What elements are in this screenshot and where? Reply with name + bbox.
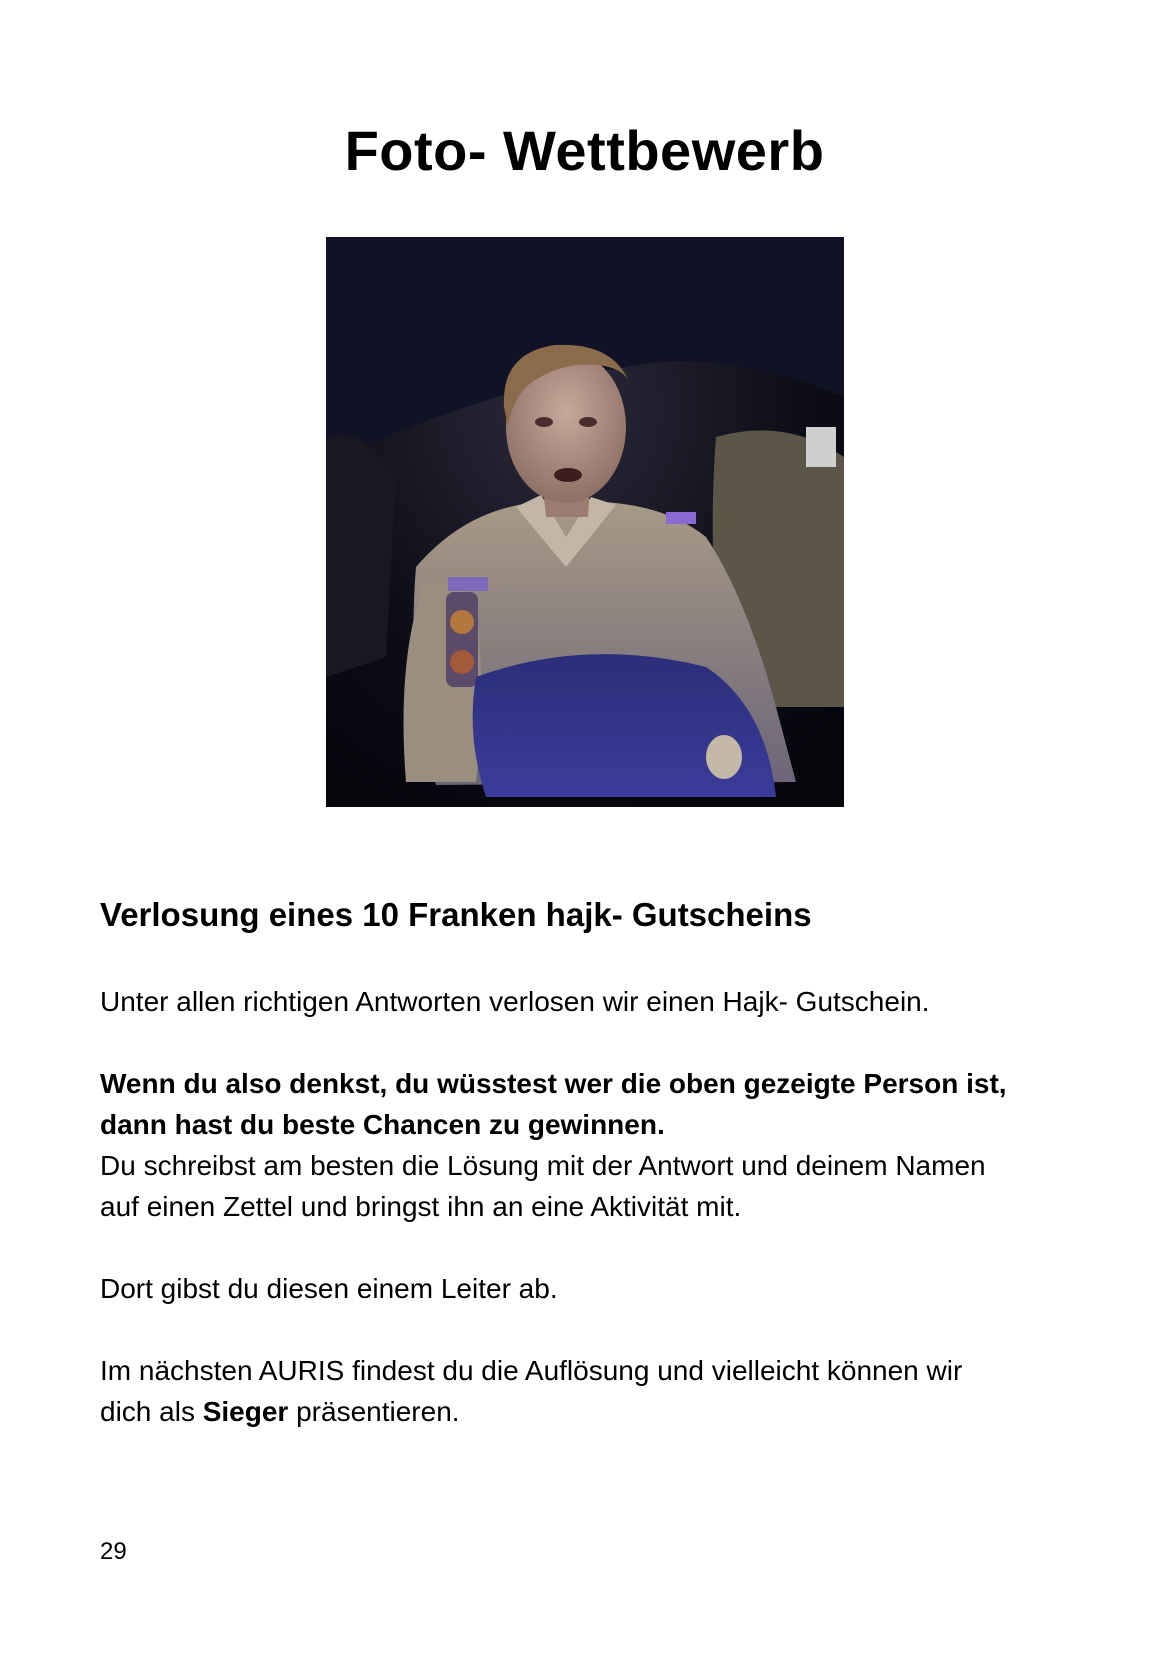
intro-text: Unter allen richtigen Antworten verlosen wir einen Hajk- Gutschein. xyxy=(100,986,930,1017)
intro-paragraph xyxy=(100,981,1100,1022)
instruction-line-1: Du schreibst am besten die Lösung mit der Antwort und deinem Namen xyxy=(100,1150,986,1181)
scout-photo xyxy=(326,237,844,807)
results-line-1: Im nächsten AURIS findest du die Auflösung und vielleicht können wir xyxy=(100,1355,963,1386)
results-paragraph xyxy=(100,1350,1100,1432)
leader-text: Dort gibst du diesen einem Leiter ab. xyxy=(100,1273,558,1304)
bold-paragraph xyxy=(100,1063,1100,1145)
instruction-paragraph xyxy=(100,1145,1100,1227)
results-line-2-post: präsentieren. xyxy=(288,1396,460,1427)
section-heading: Verlosung eines 10 Franken hajk- Gutscheins xyxy=(100,896,812,933)
leader-paragraph xyxy=(100,1268,1100,1309)
bold-line-2: dann hast du beste Chancen zu gewinnen. xyxy=(100,1109,665,1140)
page-title: Foto- Wettbewerb xyxy=(344,119,825,182)
scout-portrait-icon xyxy=(326,237,844,807)
page-number: 29 xyxy=(100,1538,127,1565)
instruction-line-2: auf einen Zettel und bringst ihn an eine Aktivität mit. xyxy=(100,1191,742,1222)
bold-line-1: Wenn du also denkst, du wüsstest wer die oben gezeigte Person ist, xyxy=(100,1068,1007,1099)
winner-word: Sieger xyxy=(202,1396,289,1427)
results-line-2-pre: dich als xyxy=(100,1396,203,1427)
